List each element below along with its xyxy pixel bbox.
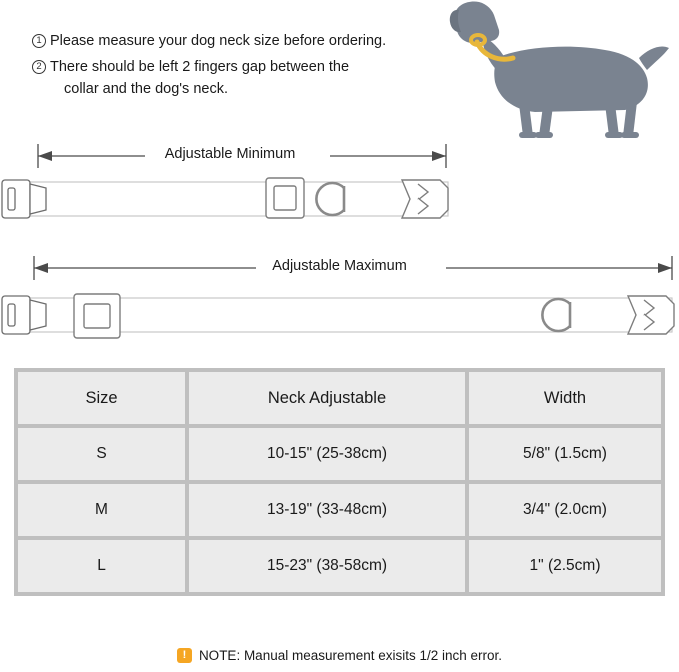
table-row bbox=[18, 484, 661, 536]
table-header-width: Width bbox=[469, 372, 661, 424]
table-row bbox=[18, 540, 661, 592]
table-cell-size: S bbox=[18, 428, 185, 480]
table-cell-neck: 10-15" (25-38cm) bbox=[189, 428, 465, 480]
dog-icon bbox=[443, 0, 673, 140]
table-cell-size: M bbox=[18, 484, 185, 536]
instruction-text-main: Please measure your dog neck size before ordering. bbox=[50, 33, 387, 49]
table-row bbox=[18, 428, 661, 480]
table-header-row bbox=[18, 372, 661, 424]
table-header-neck-adjustable: Neck Adjustable bbox=[189, 372, 465, 424]
instruction-item bbox=[32, 30, 462, 52]
table-header-size: Size bbox=[18, 372, 185, 424]
collar-diagram-maximum bbox=[0, 248, 679, 365]
collar-diagram-minimum bbox=[0, 136, 679, 253]
adjustable-maximum-label: Adjustable Maximum bbox=[272, 258, 407, 274]
dog-illustration bbox=[443, 0, 673, 140]
instruction-number: 1 bbox=[32, 34, 46, 48]
instruction-text bbox=[50, 56, 462, 100]
warning-icon: ! bbox=[177, 648, 192, 663]
instruction-text-continued: collar and the dog's neck. bbox=[64, 81, 228, 97]
instruction-item bbox=[32, 56, 462, 100]
adjustable-minimum-label: Adjustable Minimum bbox=[164, 146, 296, 162]
table-cell-neck: 15-23" (38-58cm) bbox=[189, 540, 465, 592]
table-cell-neck: 13-19" (33-48cm) bbox=[189, 484, 465, 536]
note-row bbox=[0, 648, 679, 663]
table-cell-width: 5/8" (1.5cm) bbox=[469, 428, 661, 480]
table-cell-width: 3/4" (2.0cm) bbox=[469, 484, 661, 536]
instruction-text bbox=[50, 30, 462, 52]
note-text: NOTE: Manual measurement exisits 1/2 inch error. bbox=[198, 648, 503, 663]
instruction-text-main: There should be left 2 fingers gap between the bbox=[50, 59, 350, 75]
size-table bbox=[14, 368, 665, 596]
instructions-list bbox=[32, 30, 462, 104]
table-cell-width: 1" (2.5cm) bbox=[469, 540, 661, 592]
table-cell-size: L bbox=[18, 540, 185, 592]
instruction-number: 2 bbox=[32, 60, 46, 74]
